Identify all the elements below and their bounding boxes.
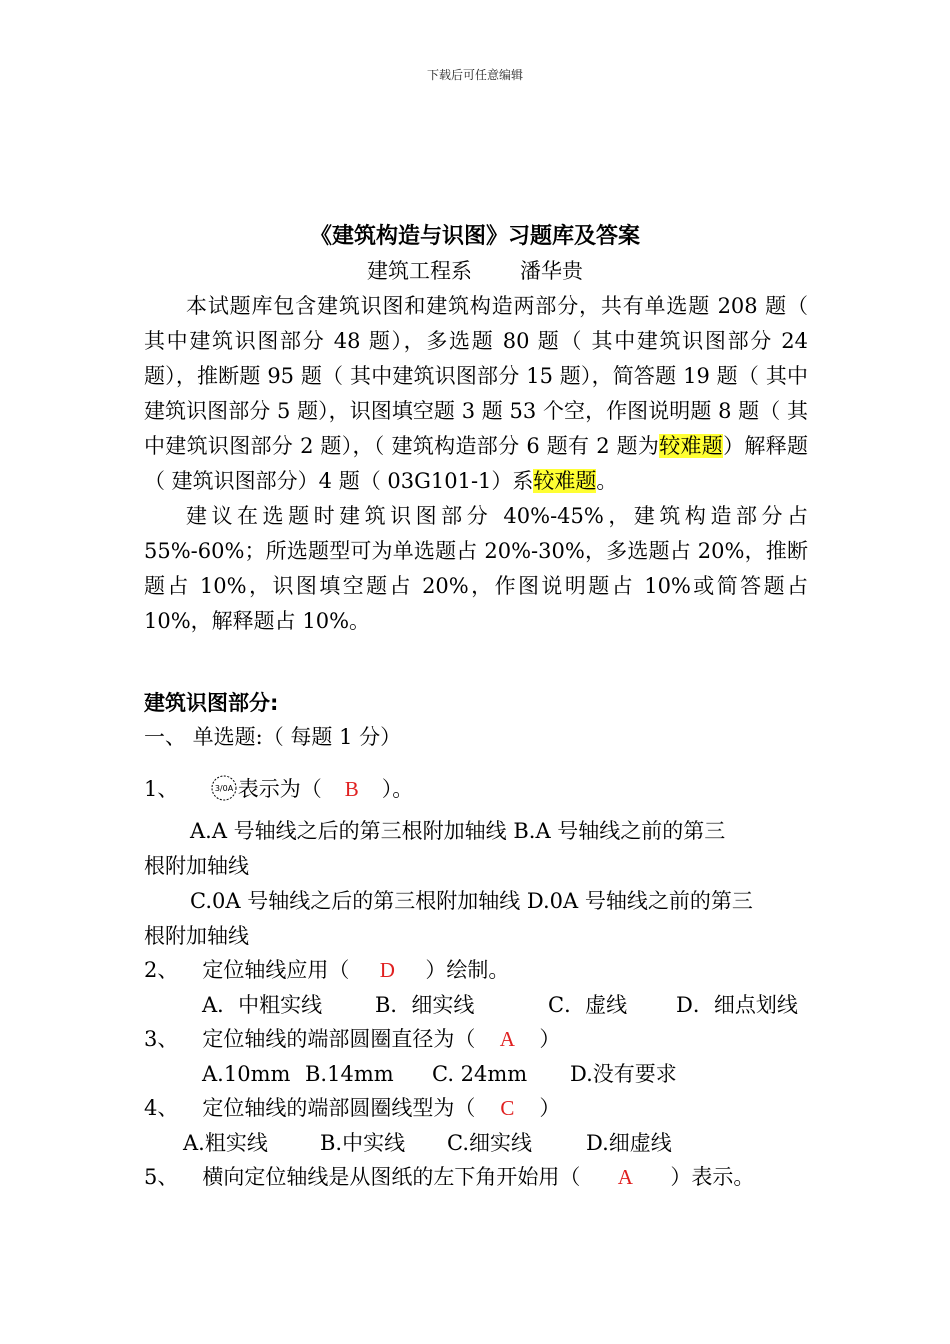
- q4-option-a: A.粗实线: [183, 1131, 268, 1155]
- q2-option-c: C．虚线: [548, 993, 628, 1017]
- highlight-hard-2: 较难题: [533, 469, 597, 493]
- question-number: 2、: [144, 958, 179, 982]
- axis-number-icon: [210, 774, 238, 802]
- question-tail: ）绘制。: [425, 958, 510, 982]
- question-tail: ）表示。: [670, 1165, 755, 1189]
- q3-option-a: A.10mm: [202, 1062, 291, 1086]
- highlight-hard-1: 较难题: [659, 434, 724, 458]
- question-text: 定位轴线的端部圆圈线型为（: [202, 1096, 476, 1120]
- question-text: 表示为（: [237, 777, 322, 801]
- question-3: [144, 1022, 560, 1057]
- document-title: 《建筑构造与识图》习题库及答案: [309, 224, 640, 249]
- department: 建筑工程系: [367, 259, 472, 283]
- question-text: 横向定位轴线是从图纸的左下角开始用（: [202, 1165, 581, 1189]
- answer: D: [379, 958, 395, 982]
- question-tail: ）: [539, 1096, 561, 1120]
- intro-text-b: ）解释题（ 建筑识图部分）4 题（ 03G101-1）系: [144, 434, 809, 493]
- axis-number-label: 3/0A: [214, 784, 233, 793]
- question-2: [144, 953, 509, 988]
- q2-option-a: A．中粗实线: [202, 993, 323, 1017]
- q4-option-b: B.中实线: [320, 1131, 406, 1155]
- q3-option-b: B.14mm: [305, 1062, 394, 1086]
- answer: A: [617, 1165, 633, 1189]
- question-tail: ）: [539, 1027, 561, 1051]
- q1-option-line-1: A.A 号轴线之后的第三根附加轴线 B.A 号轴线之前的第三: [190, 819, 726, 843]
- question-number: 4、: [144, 1096, 179, 1120]
- author-line: [0, 254, 950, 289]
- question-number: 1、: [144, 777, 179, 801]
- intro-text-c: 。: [596, 469, 618, 493]
- section-title: 建筑识图部分:: [144, 691, 279, 715]
- answer: C: [500, 1096, 515, 1120]
- intro-paragraph-1: [144, 289, 808, 499]
- q4-option-c: C.细实线: [447, 1131, 532, 1155]
- q3-option-d: D.没有要求: [570, 1062, 677, 1086]
- q2-option-d: D．细点划线: [676, 993, 798, 1017]
- page-header: 下载后可任意编辑: [426, 68, 523, 82]
- question-number: 5、: [144, 1165, 179, 1189]
- intro-paragraph-2: 建议在选题时建筑识图部分 40%-45%，建筑构造部分占 55%-60%；所选题型可为单选题占 20%-30%，多选题占 20%，推断题占 10%，识图填空题占 20%，作图说明题占 10%或简答题占 10%，解释题占 10%。: [144, 504, 808, 633]
- q2-option-b: B．细实线: [375, 993, 475, 1017]
- q4-option-d: D.细虚线: [586, 1131, 672, 1155]
- q3-option-c: C. 24mm: [432, 1062, 528, 1086]
- question-1: [144, 772, 413, 807]
- intro: [144, 289, 808, 639]
- q1-option-line-3: C.0A 号轴线之后的第三根附加轴线 D.0A 号轴线之前的第三: [190, 889, 753, 913]
- question-5: [144, 1160, 754, 1195]
- question-tail: ）。: [381, 777, 414, 801]
- question-text: 定位轴线应用（: [202, 958, 350, 982]
- intro-text-a: 本试题库包含建筑识图和建筑构造两部分，共有单选题 208 题（ 其中建筑识图部分 48 题），多选题 80 题（ 其中建筑识图部分 24 题），推断题 95 题（ 其中建筑识图部分 15 题），简答题 19 题（ 其中建筑识图部分 5 题），识图填空题 3 题 53 个空，作图说明题 8 题（ 其中建筑识图部分 2 题），（ 建筑构造部分 6 题有 2 题为: [144, 294, 808, 458]
- question-4: [144, 1091, 560, 1126]
- answer: A: [499, 1027, 515, 1051]
- question-number: 3、: [144, 1027, 179, 1051]
- q1-option-line-2: 根附加轴线: [144, 854, 249, 878]
- q1-option-line-4: 根附加轴线: [144, 924, 249, 948]
- author-name: 潘华贵: [520, 259, 583, 283]
- answer: B: [344, 777, 359, 801]
- question-text: 定位轴线的端部圆圈直径为（: [202, 1027, 476, 1051]
- subsection-title: 一、 单选题:（ 每题 1 分）: [144, 725, 402, 749]
